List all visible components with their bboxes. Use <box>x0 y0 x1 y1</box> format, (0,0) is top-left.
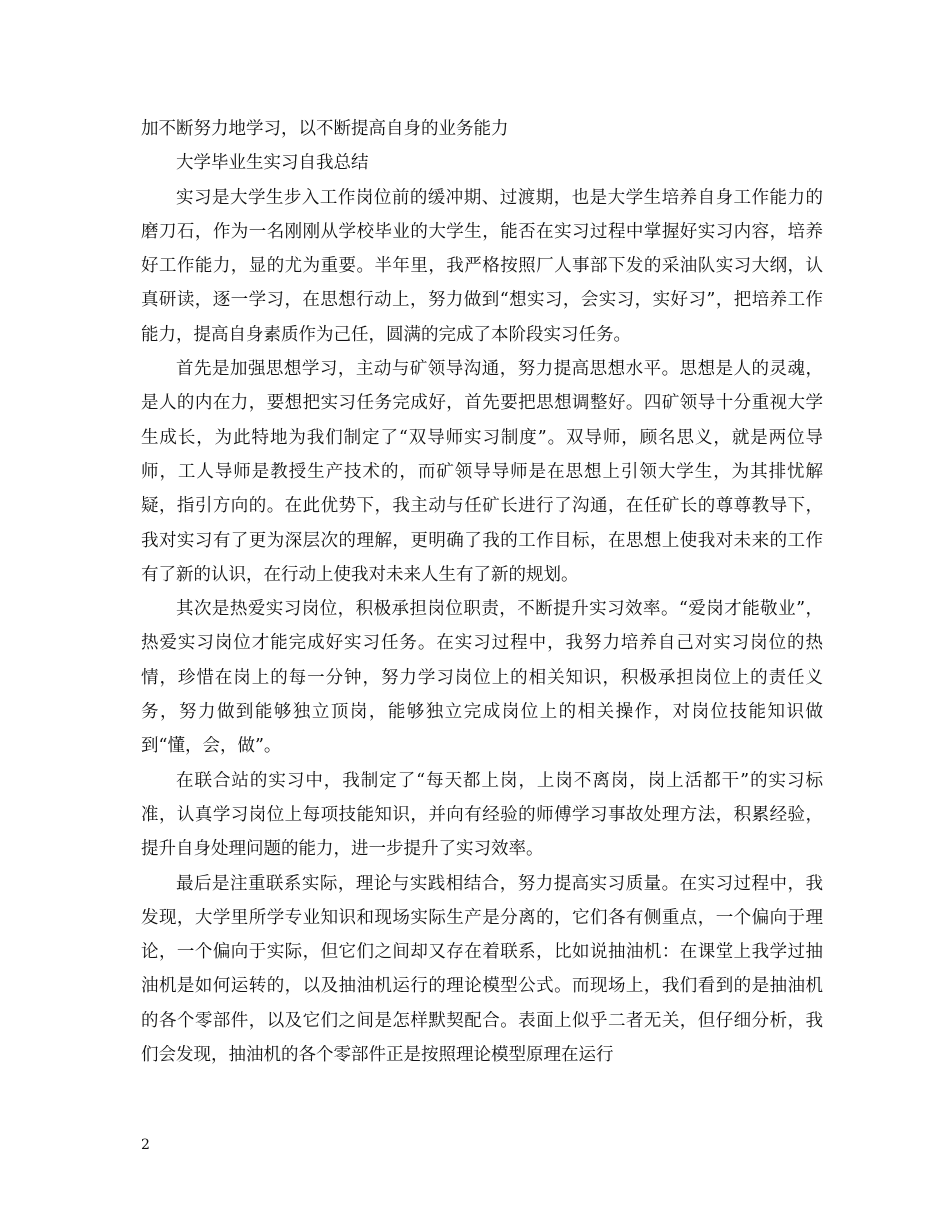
paragraph-theory-practice: 最后是注重联系实际，理论与实践相结合，努力提高实习质量。在实习过程中，我发现，大学里所学专业知识和现场实际生产是分离的，它们各有侧重点，一个偏向于理论，一个偏向于实际，但它们之间却又存在着联系，比如说抽油机：在课堂上我学过抽油机是如何运转的，以及抽油机运行的理论模型公式。而现场上，我们看到的是抽油机的各个零部件，以及它们之间是怎样默契配合。表面上似乎二者无关，但仔细分析，我们会发现，抽油机的各个零部件正是按照理论模型原理在运行 <box>141 873 823 1066</box>
paragraph-intro: 实习是大学生步入工作岗位前的缓冲期、过渡期，也是大学生培养自身工作能力的磨刀石，作为一名刚刚从学校毕业的大学生，能否在实习过程中掌握好实习内容，培养好工作能力，显的尤为重要。半年里，我严格按照厂人事部下发的采油队实习大纲，认真研读，逐一学习，在思想行动上，努力做到“想实习，会实习，实好习”，把培养工作能力，提高自身素质作为己任，圆满的完成了本阶段实习任务。 <box>141 187 823 345</box>
paragraph-love-post: 其次是热爱实习岗位，积极承担岗位职责，不断提升实习效率。“爱岗才能敬业”，热爱实习岗位才能完成好实习任务。在实习过程中，我努力培养自己对实习岗位的热情，珍惜在岗上的每一分钟，努力学习岗位上的相关知识，积极承担岗位上的责任义务，努力做到能够独立顶岗，能够独立完成岗位上的相关操作，对岗位技能知识做到“懂，会，做”。 <box>141 599 823 757</box>
document-body <box>141 112 823 1072</box>
paragraph-joint-station: 在联合站的实习中，我制定了“每天都上岗，上岗不离岗，岗上活都干”的实习标准，认真学习岗位上每项技能知识，并向有经验的师傅学习事故处理方法，积累经验，提升自身处理问题的能力，进一步提升了实习效率。 <box>141 770 823 860</box>
document-title: 大学毕业生实习自我总结 <box>176 153 369 174</box>
paragraph-thought-study: 首先是加强思想学习，主动与矿领导沟通，努力提高思想水平。思想是人的灵魂，是人的内在力，要想把实习任务完成好，首先要把思想调整好。四矿领导十分重视大学生成长，为此特地为我们制定了“双导师实习制度”。双导师，顾名思义，就是两位导师，工人导师是教授生产技术的，而矿领导导师是在思想上引领大学生，为其排忧解疑，指引方向的。在此优势下，我主动与任矿长进行了沟通，在任矿长的尊尊教导下，我对实习有了更为深层次的理解，更明确了我的工作目标，在思想上使我对未来的工作有了新的认识，在行动上使我对未来人生有了新的规划。 <box>141 359 823 585</box>
continuation-line: 加不断努力地学习，以不断提高自身的业务能力 <box>141 119 509 139</box>
page-number: 2 <box>141 1137 150 1153</box>
